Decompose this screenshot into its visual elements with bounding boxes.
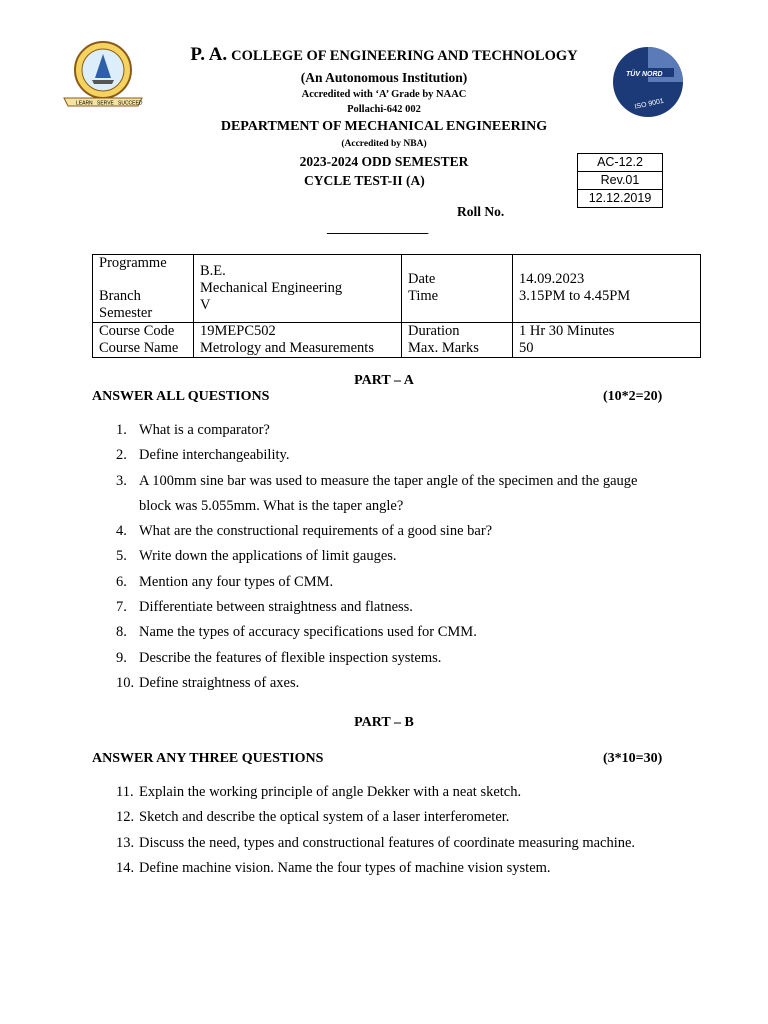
question-number: 3. — [116, 472, 127, 489]
question-text: Define machine vision. Name the four types of machine vision system. — [139, 859, 551, 876]
question-text: Explain the working principle of angle Dekker with a neat sketch. — [139, 784, 522, 800]
exam-info-table — [92, 254, 701, 358]
question-number: 2. — [116, 447, 127, 464]
part-a-question-list — [116, 420, 686, 698]
question-item — [116, 622, 686, 647]
time-label: Time — [408, 288, 439, 304]
question-text: What is a comparator? — [139, 422, 270, 438]
question-text: Describe the features of flexible inspection systems. — [139, 649, 442, 666]
location-text: Pollachi-642 002 — [347, 104, 421, 115]
tuv-brand-text: TÜV NORD — [626, 71, 663, 78]
question-number: 12. — [116, 809, 135, 826]
tuv-nord-iso-logo — [612, 46, 684, 118]
iso-text: ISO 9001 — [634, 97, 665, 111]
branch-value: Mechanical Engineering — [200, 280, 343, 296]
department-title: DEPARTMENT OF MECHANICAL ENGINEERING — [220, 119, 548, 134]
duration-values-cell — [513, 323, 701, 358]
question-item — [116, 597, 686, 622]
part-b-title: PART – B — [354, 715, 414, 730]
max-marks-value: 50 — [519, 340, 534, 356]
doc-code-number: AC-12.2 — [578, 154, 662, 172]
question-item — [116, 807, 686, 832]
question-text: Write down the applications of limit gauges. — [139, 548, 397, 565]
time-value: 3.15PM to 4.45PM — [519, 288, 631, 304]
semester-label: Semester — [99, 305, 153, 321]
question-item — [116, 673, 686, 698]
semester-title: 2023-2024 ODD SEMESTER — [299, 154, 469, 169]
doc-code-date: 12.12.2019 — [588, 191, 652, 205]
date-values-cell — [513, 255, 701, 323]
date-labels-cell — [402, 255, 513, 323]
question-item — [116, 833, 686, 858]
college-name-rest: COLLEGE OF ENGINEERING AND TECHNOLOGY — [231, 48, 578, 64]
question-number: 14. — [116, 859, 135, 876]
course-name-value: Metrology and Measurements — [200, 340, 374, 356]
question-item — [116, 546, 686, 571]
emblem-text-learn: LEARN — [76, 100, 93, 107]
part-a-title: PART – A — [354, 373, 414, 388]
question-number: 9. — [116, 649, 127, 666]
course-name-label: Course Name — [99, 340, 179, 356]
autonomous-text: (An Autonomous Institution) — [300, 70, 468, 85]
question-item — [116, 471, 686, 496]
question-number: 11. — [116, 784, 134, 800]
question-text: Name the types of accuracy specifications used for CMM. — [139, 624, 477, 641]
programme-label: Programme — [99, 255, 167, 271]
question-number: 6. — [116, 573, 127, 590]
question-item — [116, 648, 686, 673]
emblem-text-succeed: SUCCEED — [118, 100, 143, 107]
test-title: CYCLE TEST-II (A) — [304, 173, 425, 188]
question-item — [116, 420, 686, 445]
part-a-instruction: ANSWER ALL QUESTIONS — [92, 389, 270, 404]
duration-labels-cell — [402, 323, 513, 358]
programme-value: B.E. — [200, 263, 226, 279]
question-text: Differentiate between straightness and flatness. — [139, 599, 413, 616]
duration-label: Duration — [408, 323, 460, 339]
roll-no-line: _______________ — [327, 220, 429, 235]
question-number: 4. — [116, 523, 127, 540]
table-row — [93, 255, 701, 323]
question-number: 1. — [116, 422, 127, 438]
question-text: What are the constructional requirements of a good sine bar? — [139, 523, 493, 540]
course-code-label: Course Code — [99, 323, 175, 339]
course-labels-cell — [93, 323, 194, 358]
question-number: 10. — [116, 674, 135, 691]
question-item — [116, 858, 686, 883]
course-code-value: 19MEPC502 — [200, 323, 276, 339]
question-number — [116, 496, 139, 521]
branch-label: Branch — [99, 288, 141, 304]
question-text: A 100mm sine bar was used to measure the taper angle of the specimen and the gauge — [139, 472, 638, 489]
question-number: 13. — [116, 834, 135, 851]
date-value: 14.09.2023 — [519, 271, 585, 287]
table-row — [93, 323, 701, 358]
question-number: 8. — [116, 624, 127, 641]
semester-value: V — [200, 297, 211, 313]
part-a-marks: (10*2=20) — [603, 389, 663, 404]
doc-code-revision: Rev.01 — [578, 172, 662, 190]
max-marks-label: Max. Marks — [408, 340, 479, 356]
date-label: Date — [408, 271, 436, 287]
part-b-question-list — [116, 782, 686, 883]
nba-text: (Accredited by NBA) — [341, 139, 427, 149]
question-number: 7. — [116, 599, 127, 616]
question-text: Mention any four types of CMM. — [139, 573, 334, 590]
question-item — [116, 445, 686, 470]
emblem-text-serve: SERVE — [97, 100, 114, 107]
question-text: Define straightness of axes. — [139, 674, 300, 691]
question-text: Sketch and describe the optical system of a laser interferometer. — [139, 809, 510, 826]
question-text: Define interchangeability. — [139, 447, 290, 464]
question-text: block was 5.055mm. What is the taper angle? — [139, 497, 404, 514]
naac-text: Accredited with ‘A’ Grade by NAAC — [301, 89, 467, 100]
question-text: Discuss the need, types and constructional features of coordinate measuring machine. — [139, 834, 636, 851]
question-item — [116, 521, 686, 546]
college-name-pa: P. A. — [190, 44, 228, 65]
duration-value: 1 Hr 30 Minutes — [519, 323, 615, 339]
programme-labels-cell — [93, 255, 194, 323]
document-code-box — [577, 153, 663, 208]
question-item — [116, 496, 686, 521]
programme-values-cell — [194, 255, 402, 323]
question-item — [116, 572, 686, 597]
question-item — [116, 782, 686, 807]
roll-no-label: Roll No. — [457, 204, 505, 219]
part-b-marks: (3*10=30) — [603, 751, 663, 766]
part-b-instruction: ANSWER ANY THREE QUESTIONS — [92, 751, 324, 766]
question-number: 5. — [116, 548, 127, 565]
course-values-cell — [194, 323, 402, 358]
